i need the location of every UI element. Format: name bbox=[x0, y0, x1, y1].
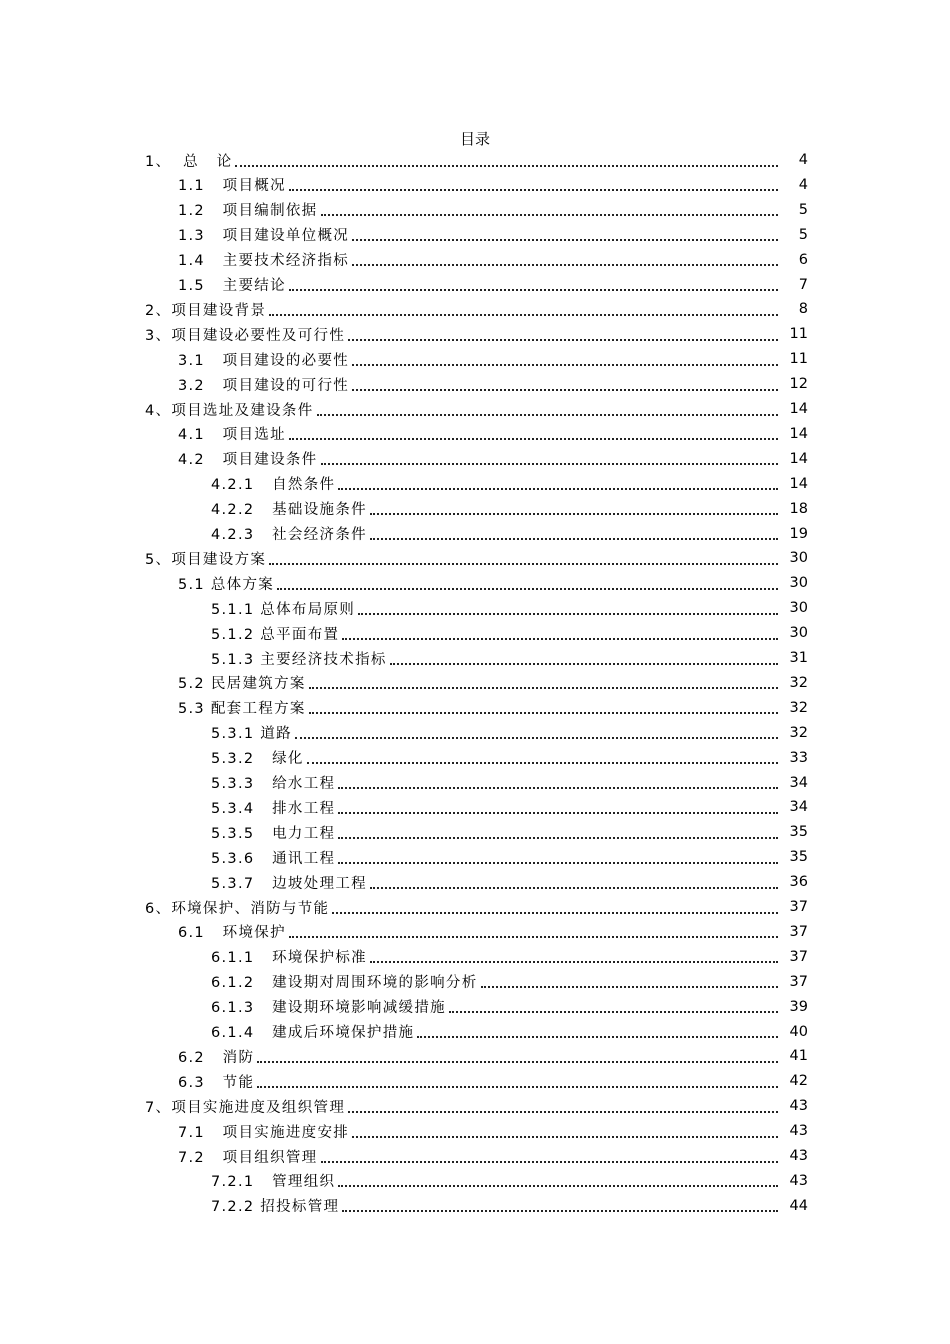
toc-entry-page: 31 bbox=[789, 650, 808, 666]
toc-entry-label: 6.1.1 环境保护标准 bbox=[211, 946, 367, 967]
toc-entry-label: 5.1 总体方案 bbox=[178, 573, 274, 594]
toc-entry[interactable] bbox=[0, 548, 950, 568]
toc-dot-leader bbox=[257, 1085, 778, 1088]
toc-entry[interactable] bbox=[0, 250, 950, 270]
toc-dot-leader bbox=[309, 686, 778, 689]
toc-dot-leader bbox=[352, 238, 778, 241]
toc-dot-leader bbox=[235, 164, 778, 167]
toc-dot-leader bbox=[295, 736, 778, 739]
toc-dot-leader bbox=[370, 512, 778, 515]
toc-entry-label: 5.1.2 总平面布置 bbox=[211, 623, 339, 644]
toc-entry-label: 1.5 主要结论 bbox=[178, 274, 286, 295]
toc-entry[interactable] bbox=[0, 424, 950, 444]
toc-entry-label: 5.3.7 边坡处理工程 bbox=[211, 872, 367, 893]
toc-entry-label: 4.1 项目选址 bbox=[178, 423, 286, 444]
toc-entry[interactable] bbox=[0, 947, 950, 967]
toc-entry-page: 43 bbox=[789, 1123, 808, 1140]
toc-dot-leader bbox=[342, 1209, 778, 1212]
toc-entry[interactable] bbox=[0, 374, 950, 394]
toc-entry-page: 39 bbox=[789, 998, 808, 1015]
toc-entry-page: 19 bbox=[789, 525, 808, 542]
toc-entry[interactable] bbox=[0, 972, 950, 992]
toc-entry-page: 33 bbox=[789, 749, 808, 766]
toc-entry[interactable] bbox=[0, 997, 950, 1017]
toc-entry-label: 1.2 项目编制依据 bbox=[178, 199, 318, 220]
toc-entry-page: 37 bbox=[789, 899, 808, 915]
toc-entry-page: 43 bbox=[789, 1098, 808, 1115]
toc-entry[interactable] bbox=[0, 797, 950, 817]
toc-entry-label: 5.3 配套工程方案 bbox=[178, 697, 306, 718]
toc-entry-label: 5.2 民居建筑方案 bbox=[178, 672, 306, 693]
toc-entry-page: 44 bbox=[789, 1197, 808, 1214]
toc-dot-leader bbox=[317, 413, 778, 416]
toc-entry[interactable] bbox=[0, 1022, 950, 1042]
toc-entry[interactable] bbox=[0, 175, 950, 195]
toc-dot-leader bbox=[338, 811, 778, 814]
toc-entry-page: 11 bbox=[789, 326, 808, 343]
toc-dot-leader bbox=[269, 313, 778, 316]
toc-entry-label: 5.3.5 电力工程 bbox=[211, 822, 335, 843]
toc-entry-page: 30 bbox=[789, 600, 808, 617]
toc-entry[interactable] bbox=[0, 225, 950, 245]
toc-entry[interactable] bbox=[0, 324, 950, 344]
toc-entry-label: 5、项目建设方案 bbox=[145, 548, 266, 569]
toc-entry-label: 1、 总 论 bbox=[145, 150, 232, 171]
toc-entry-label: 5.1.1 总体布局原则 bbox=[211, 598, 355, 619]
toc-entry[interactable] bbox=[0, 847, 950, 867]
toc-entry[interactable] bbox=[0, 723, 950, 743]
toc-entry-label: 6.1 环境保护 bbox=[178, 921, 286, 942]
toc-dot-leader bbox=[370, 537, 778, 540]
toc-entry-label: 6.1.2 建设期对周围环境的影响分析 bbox=[211, 971, 478, 992]
toc-dot-leader bbox=[352, 1135, 778, 1138]
toc-dot-leader bbox=[332, 911, 778, 914]
toc-entry-page: 11 bbox=[789, 351, 808, 368]
toc-entry[interactable] bbox=[0, 598, 950, 618]
toc-entry[interactable] bbox=[0, 1071, 950, 1091]
toc-entry-page: 5 bbox=[798, 226, 808, 243]
toc-entry-label: 5.3.1 道路 bbox=[211, 722, 292, 743]
toc-entry-label: 1.1 项目概况 bbox=[178, 174, 286, 195]
toc-entry-label: 7、项目实施进度及组织管理 bbox=[145, 1096, 345, 1117]
toc-entry-label: 5.1.3 主要经济技术指标 bbox=[211, 648, 387, 669]
toc-entry-page: 43 bbox=[789, 1148, 808, 1164]
toc-dot-leader bbox=[348, 1110, 778, 1113]
toc-entry-page: 14 bbox=[789, 475, 808, 492]
toc-dot-leader bbox=[289, 188, 778, 191]
toc-entry[interactable] bbox=[0, 474, 950, 494]
toc-entry-page: 34 bbox=[789, 774, 808, 791]
toc-entry-page: 30 bbox=[789, 625, 808, 642]
toc-entry[interactable] bbox=[0, 573, 950, 593]
toc-entry-label: 4.2.2 基础设施条件 bbox=[211, 498, 367, 519]
toc-entry-page: 43 bbox=[789, 1172, 808, 1189]
toc-entry[interactable] bbox=[0, 773, 950, 793]
toc-entry[interactable] bbox=[0, 673, 950, 693]
toc-entry[interactable] bbox=[0, 299, 950, 319]
toc-dot-leader bbox=[338, 861, 778, 864]
toc-entry[interactable] bbox=[0, 499, 950, 519]
toc-entry[interactable] bbox=[0, 623, 950, 643]
toc-entry-label: 5.3.6 通讯工程 bbox=[211, 847, 335, 868]
toc-dot-leader bbox=[342, 637, 778, 640]
toc-dot-leader bbox=[257, 1060, 778, 1063]
toc-entry[interactable] bbox=[0, 1146, 950, 1166]
toc-entry[interactable] bbox=[0, 200, 950, 220]
toc-entry-label: 7.1 项目实施进度安排 bbox=[178, 1121, 349, 1142]
toc-entry-page: 37 bbox=[789, 948, 808, 965]
toc-dot-leader bbox=[307, 761, 778, 764]
toc-entry-page: 4 bbox=[798, 152, 808, 168]
toc-entry-label: 6、环境保护、消防与节能 bbox=[145, 897, 329, 918]
toc-dot-leader bbox=[390, 662, 778, 665]
toc-entry-page: 32 bbox=[789, 724, 808, 741]
toc-entry[interactable] bbox=[0, 1196, 950, 1216]
toc-entry-page: 42 bbox=[789, 1073, 808, 1090]
page-title: 目录 bbox=[459, 130, 490, 148]
toc-entry-page: 37 bbox=[789, 923, 808, 940]
toc-entry-label: 6.1.4 建成后环境保护措施 bbox=[211, 1021, 414, 1042]
toc-entry-label: 1.3 项目建设单位概况 bbox=[178, 224, 349, 245]
toc-entry[interactable] bbox=[0, 349, 950, 369]
toc-entry[interactable] bbox=[0, 1171, 950, 1191]
toc-dot-leader bbox=[289, 935, 778, 938]
toc-dot-leader bbox=[449, 1010, 778, 1013]
toc-entry-page: 18 bbox=[789, 500, 808, 517]
toc-entry[interactable] bbox=[0, 822, 950, 842]
toc-entry[interactable] bbox=[0, 399, 950, 419]
toc-dot-leader bbox=[321, 462, 779, 465]
toc-dot-leader bbox=[289, 437, 778, 440]
toc-entry-page: 37 bbox=[789, 973, 808, 990]
toc-entry-page: 41 bbox=[789, 1048, 808, 1065]
toc-dot-leader bbox=[338, 786, 778, 789]
toc-dot-leader bbox=[338, 487, 778, 490]
toc-entry-label: 6.3 节能 bbox=[178, 1071, 254, 1092]
toc-entry-label: 5.3.2 绿化 bbox=[211, 747, 304, 768]
toc-entry[interactable] bbox=[0, 922, 950, 942]
toc-entry-label: 3.1 项目建设的必要性 bbox=[178, 349, 349, 370]
toc-dot-leader bbox=[358, 612, 778, 615]
toc-entry-label: 3.2 项目建设的可行性 bbox=[178, 374, 349, 395]
toc-dot-leader bbox=[289, 288, 778, 291]
toc-entry-page: 14 bbox=[789, 401, 808, 417]
toc-entry[interactable] bbox=[0, 748, 950, 768]
toc-entry-label: 3、项目建设必要性及可行性 bbox=[145, 324, 345, 345]
toc-entry-page: 5 bbox=[798, 201, 808, 218]
toc-entry-page: 7 bbox=[798, 276, 808, 293]
toc-entry-label: 4.2.3 社会经济条件 bbox=[211, 523, 367, 544]
toc-entry-page: 34 bbox=[789, 799, 808, 816]
toc-entry-page: 30 bbox=[789, 550, 808, 567]
toc-entry[interactable] bbox=[0, 648, 950, 668]
toc-entry-page: 30 bbox=[789, 575, 808, 592]
toc-entry[interactable] bbox=[0, 1096, 950, 1116]
toc-entry-page: 32 bbox=[789, 699, 808, 716]
toc-dot-leader bbox=[321, 1160, 779, 1163]
toc-entry-page: 36 bbox=[789, 874, 808, 891]
toc-dot-leader bbox=[321, 213, 779, 216]
toc-entry[interactable] bbox=[0, 897, 950, 917]
toc-entry-page: 4 bbox=[798, 176, 808, 193]
toc-entry-label: 4、项目选址及建设条件 bbox=[145, 399, 314, 420]
toc-entry-label: 7.2.2 招投标管理 bbox=[211, 1195, 339, 1216]
toc-dot-leader bbox=[338, 1184, 778, 1187]
toc-entry-label: 7.2 项目组织管理 bbox=[178, 1146, 318, 1167]
toc-entry-label: 4.2 项目建设条件 bbox=[178, 448, 318, 469]
toc-entry-page: 40 bbox=[789, 1023, 808, 1040]
toc-entry-label: 5.3.4 排水工程 bbox=[211, 797, 335, 818]
toc-entry-page: 12 bbox=[789, 376, 808, 393]
toc-dot-leader bbox=[277, 587, 778, 590]
toc-dot-leader bbox=[352, 363, 778, 366]
toc-entry[interactable] bbox=[0, 1121, 950, 1141]
toc-dot-leader bbox=[417, 1035, 778, 1038]
toc-entry[interactable] bbox=[0, 524, 950, 544]
toc-dot-leader bbox=[309, 711, 778, 714]
toc-entry-label: 6.1.3 建设期环境影响减缓措施 bbox=[211, 996, 446, 1017]
toc-entry-page: 32 bbox=[789, 674, 808, 691]
toc-entry[interactable] bbox=[0, 150, 950, 170]
toc-dot-leader bbox=[370, 886, 778, 889]
toc-entry-label: 2、项目建设背景 bbox=[145, 299, 266, 320]
toc-entry-label: 7.2.1 管理组织 bbox=[211, 1170, 335, 1191]
toc-entry[interactable] bbox=[0, 872, 950, 892]
toc-entry-label: 1.4 主要技术经济指标 bbox=[178, 249, 349, 270]
toc-entry[interactable] bbox=[0, 449, 950, 469]
toc-dot-leader bbox=[348, 338, 778, 341]
toc-entry-page: 35 bbox=[789, 824, 808, 841]
toc-entry-page: 35 bbox=[789, 849, 808, 866]
toc-entry-page: 14 bbox=[789, 425, 808, 442]
toc-entry-page: 6 bbox=[798, 251, 808, 268]
toc-entry-page: 14 bbox=[789, 450, 808, 467]
toc-dot-leader bbox=[370, 960, 778, 963]
toc-entry[interactable] bbox=[0, 1046, 950, 1066]
toc-dot-leader bbox=[269, 562, 778, 565]
toc-entry-label: 5.3.3 给水工程 bbox=[211, 772, 335, 793]
toc-dot-leader bbox=[481, 985, 778, 988]
toc-dot-leader bbox=[352, 263, 778, 266]
toc-dot-leader bbox=[338, 836, 778, 839]
toc-entry-page: 8 bbox=[798, 301, 808, 318]
toc-entry-label: 6.2 消防 bbox=[178, 1046, 254, 1067]
toc-entry[interactable] bbox=[0, 698, 950, 718]
toc-dot-leader bbox=[352, 388, 778, 391]
toc-entry[interactable] bbox=[0, 275, 950, 295]
toc-entry-label: 4.2.1 自然条件 bbox=[211, 473, 335, 494]
